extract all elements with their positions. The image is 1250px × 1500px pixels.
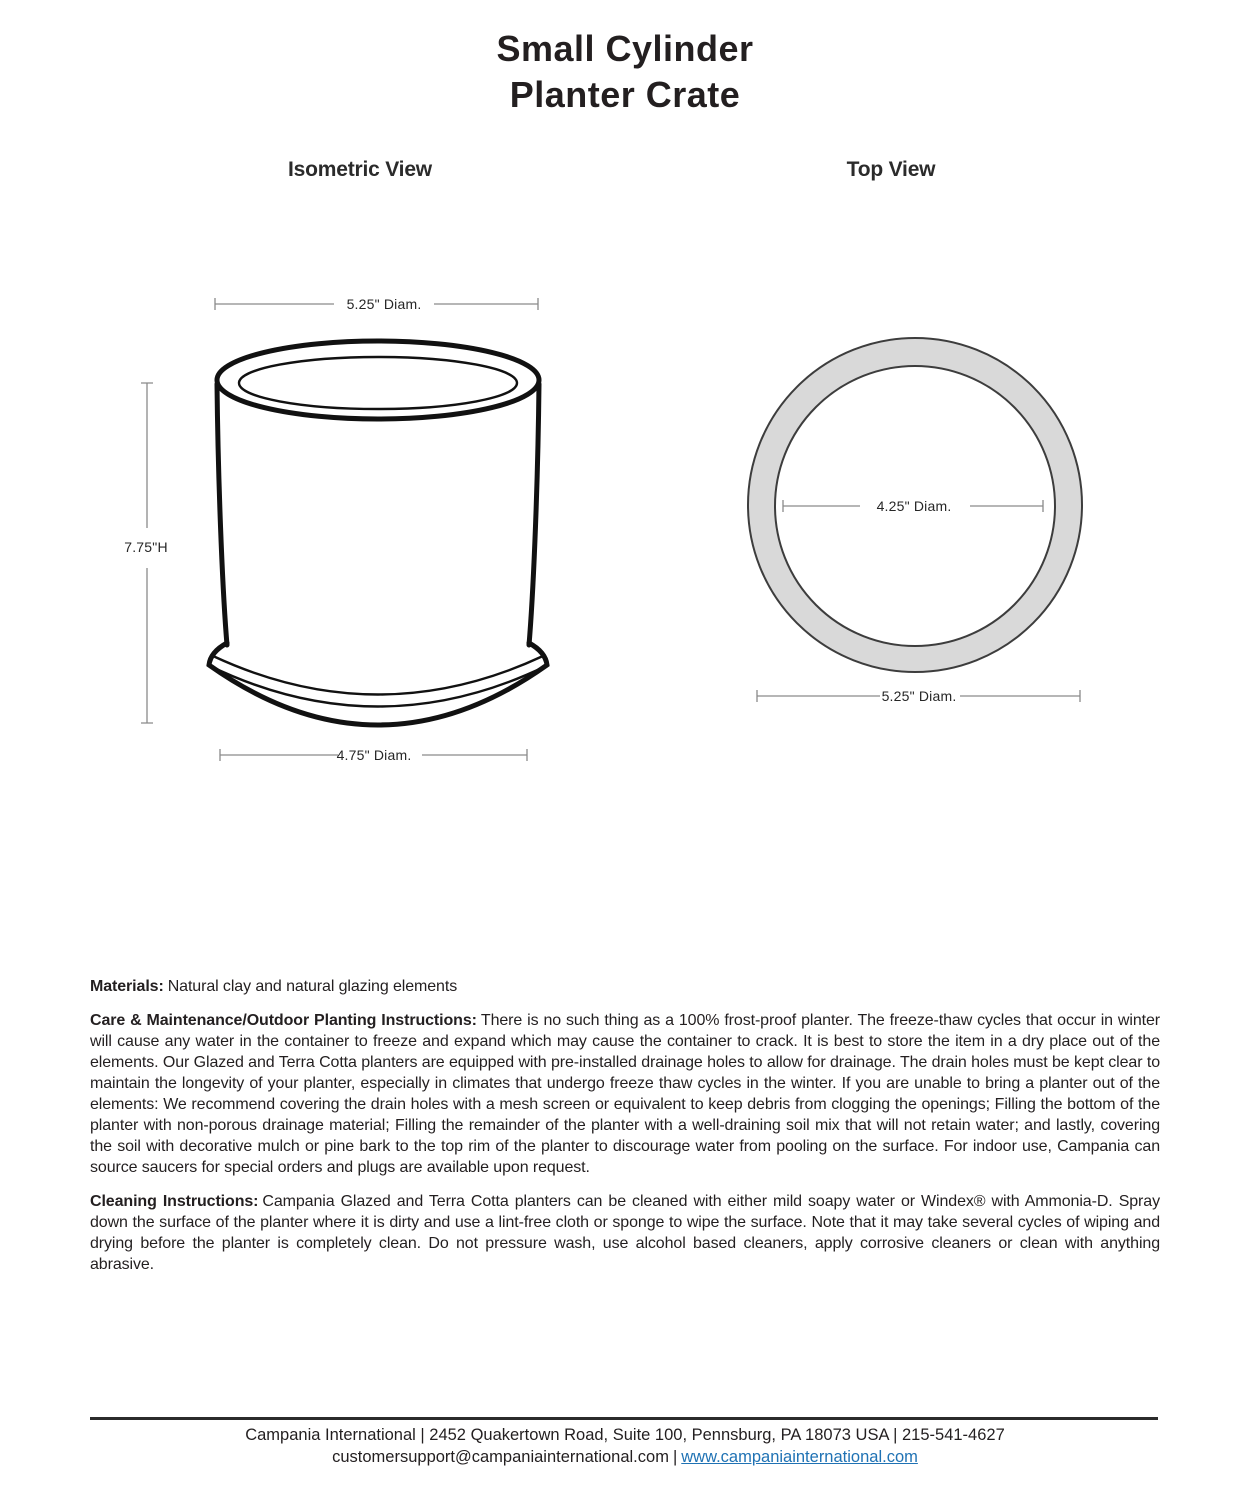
cylinder-base-line-2 — [210, 666, 546, 707]
cylinder-drawing — [209, 341, 547, 725]
top-view-label: Top View — [846, 158, 936, 181]
top-inner-diameter-label: 4.25" Diam. — [876, 498, 952, 514]
footer-divider — [90, 1417, 1158, 1420]
materials-label: Materials: — [90, 978, 164, 995]
footer-separator: | — [672, 1448, 678, 1466]
cylinder-top-outer-rim — [217, 341, 539, 419]
cylinder-base-line-1 — [213, 656, 543, 695]
cleaning-paragraph — [90, 1191, 1160, 1275]
care-maintenance-text: There is no such thing as a 100% frost-proof planter. The freeze-thaw cycles that occur in winter will cause any water in the container to freeze and expand which may cause the container to crack. It is best to store the item in a dry place out of the elements. Our Glazed and Terra Cotta planters are equipped with pre-installed drainage holes to allow for drainage. The drain holes must be kept clear to maintain the longevity of your planter, especially in climates that undergo freeze thaw cycles in the winter. If you are unable to bring a planter out of the elements: We recommend covering the drain holes with a mesh screen or equivalent to keep debris from clogging the openings; Filling the bottom of the planter with non-porous drainage material; Filling the remainder of the planter with a well-draining soil mix that will not retain water; and lastly, covering the soil with decorative mulch or pine bark to the top rim of the planter to discourage water from pooling on the surface. For indoor use, Campania can source saucers for special orders and plugs are available upon request. — [90, 1012, 1160, 1176]
iso-height-dimension — [124, 383, 168, 723]
iso-top-dimension — [215, 296, 538, 312]
iso-bottom-dimension — [220, 747, 527, 763]
care-maintenance-paragraph — [90, 1010, 1160, 1178]
page-title-line1: Small Cylinder — [496, 28, 754, 69]
footer-contact-line — [0, 1446, 1250, 1468]
footer-website-link[interactable]: www.campaniainternational.com — [681, 1448, 918, 1466]
footer — [0, 1424, 1250, 1468]
instructions-section — [90, 976, 1160, 1288]
page-title — [0, 26, 1250, 118]
care-maintenance-label: Care & Maintenance/Outdoor Planting Instructions: — [90, 1012, 477, 1029]
footer-email: customersupport@campaniainternational.com — [332, 1448, 669, 1466]
page-title-line2: Planter Crate — [509, 74, 741, 115]
cylinder-base-outline — [209, 643, 547, 725]
cleaning-label: Cleaning Instructions: — [90, 1193, 259, 1210]
materials-paragraph — [90, 976, 1160, 997]
cleaning-text: Campania Glazed and Terra Cotta planters can be cleaned with either mild soapy water or Windex® with Ammonia-D. Spray down the surface of the planter where it is dirty and use a lint-free cloth or sponge to wipe the surface. Note that it may take several cycles of wiping and drying before the planter is completely clean. Do not pressure wash, use alcohol based cleaners, apply corrosive cleaners or clean with anything abrasive. — [90, 1193, 1160, 1273]
top-outer-diameter-label: 5.25" Diam. — [881, 688, 957, 704]
top-view-drawing — [730, 320, 1110, 710]
footer-address-line: Campania International | 2452 Quakertown Road, Suite 100, Pennsburg, PA 18073 USA | 215-541-4627 — [245, 1426, 1005, 1444]
isometric-view-label: Isometric View — [288, 158, 432, 181]
iso-bottom-diameter-label: 4.75" Diam. — [336, 747, 412, 763]
isometric-view-drawing — [110, 285, 570, 775]
iso-height-label: 7.75"H — [124, 539, 168, 555]
cylinder-left-side — [217, 384, 227, 645]
top-outer-dimension — [757, 688, 1080, 704]
materials-text: Natural clay and natural glazing elements — [167, 978, 458, 995]
iso-top-diameter-label: 5.25" Diam. — [346, 296, 422, 312]
cylinder-right-side — [529, 384, 539, 645]
